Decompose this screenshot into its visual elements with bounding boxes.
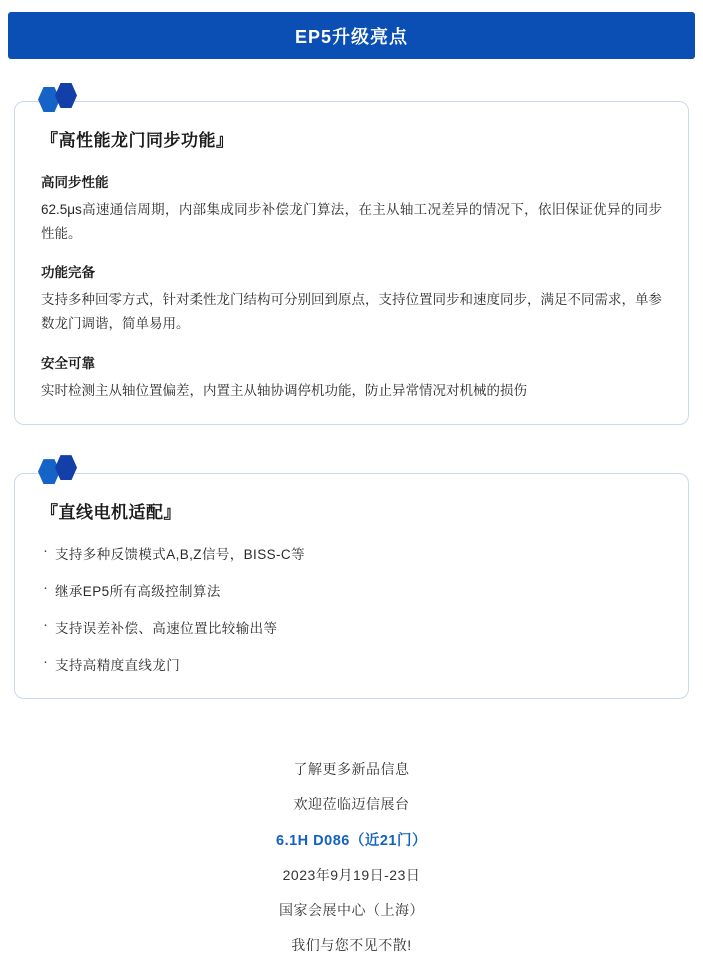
section-body: 62.5μs高速通信周期，内部集成同步补偿龙门算法，在主从轴工况差异的情况下，依旧保证优异的同步性能。 (41, 202, 662, 241)
section-body: 支持多种回零方式，针对柔性龙门结构可分别回到原点，支持位置同步和速度同步，满足不同需求，单参数龙门调谐，简单易用。 (41, 292, 662, 331)
card-linear-motor-wrapper (14, 473, 689, 699)
card-linear-motor (14, 473, 689, 699)
section-heading: 高同步性能 (41, 175, 109, 190)
list-item: · 支持多种反馈模式A,B,Z信号，BISS-C等 (41, 543, 662, 563)
card-title: 『高性能龙门同步功能』 (41, 131, 234, 150)
hexagon-dark-icon (55, 455, 77, 480)
section-safety (41, 352, 662, 403)
section-full-function (41, 261, 662, 335)
footer-closing: 我们与您不见不散! (291, 937, 412, 954)
section-body: 实时检测主从轴位置偏差，内置主从轴协调停机功能，防止异常情况对机械的损伤 (41, 382, 527, 398)
card-gantry-sync (14, 101, 689, 425)
list-item: · 支持高精度直线龙门 (41, 654, 662, 674)
section-heading: 安全可靠 (41, 355, 95, 371)
list-item: · 继承EP5所有高级控制算法 (41, 580, 662, 600)
hexagon-decoration-icon (38, 83, 98, 111)
footer-booth-number: 6.1H D086（近21门） (276, 833, 427, 850)
section-high-sync (41, 171, 662, 245)
header-banner (8, 12, 695, 59)
footer-venue: 国家会展中心（上海） (279, 902, 424, 919)
feature-list (41, 543, 662, 674)
hexagon-light-icon (38, 459, 60, 484)
hexagon-dark-icon (55, 83, 77, 108)
hexagon-light-icon (38, 87, 60, 112)
list-item: · 支持误差补偿、高速位置比较输出等 (41, 617, 662, 637)
card-title: 『直线电机适配』 (41, 503, 181, 523)
page-title: EP5升级亮点 (294, 26, 409, 47)
section-heading: 功能完备 (41, 265, 95, 281)
footer-date: 2023年9月19日-23日 (282, 867, 421, 884)
footer-line-more-info: 了解更多新品信息 (293, 761, 410, 778)
card-gantry-sync-wrapper (14, 101, 689, 425)
hexagon-decoration-icon (38, 455, 98, 483)
footer-line-welcome: 欢迎莅临迈信展台 (293, 796, 410, 813)
page-root (0, 12, 703, 959)
footer-info (0, 759, 703, 955)
